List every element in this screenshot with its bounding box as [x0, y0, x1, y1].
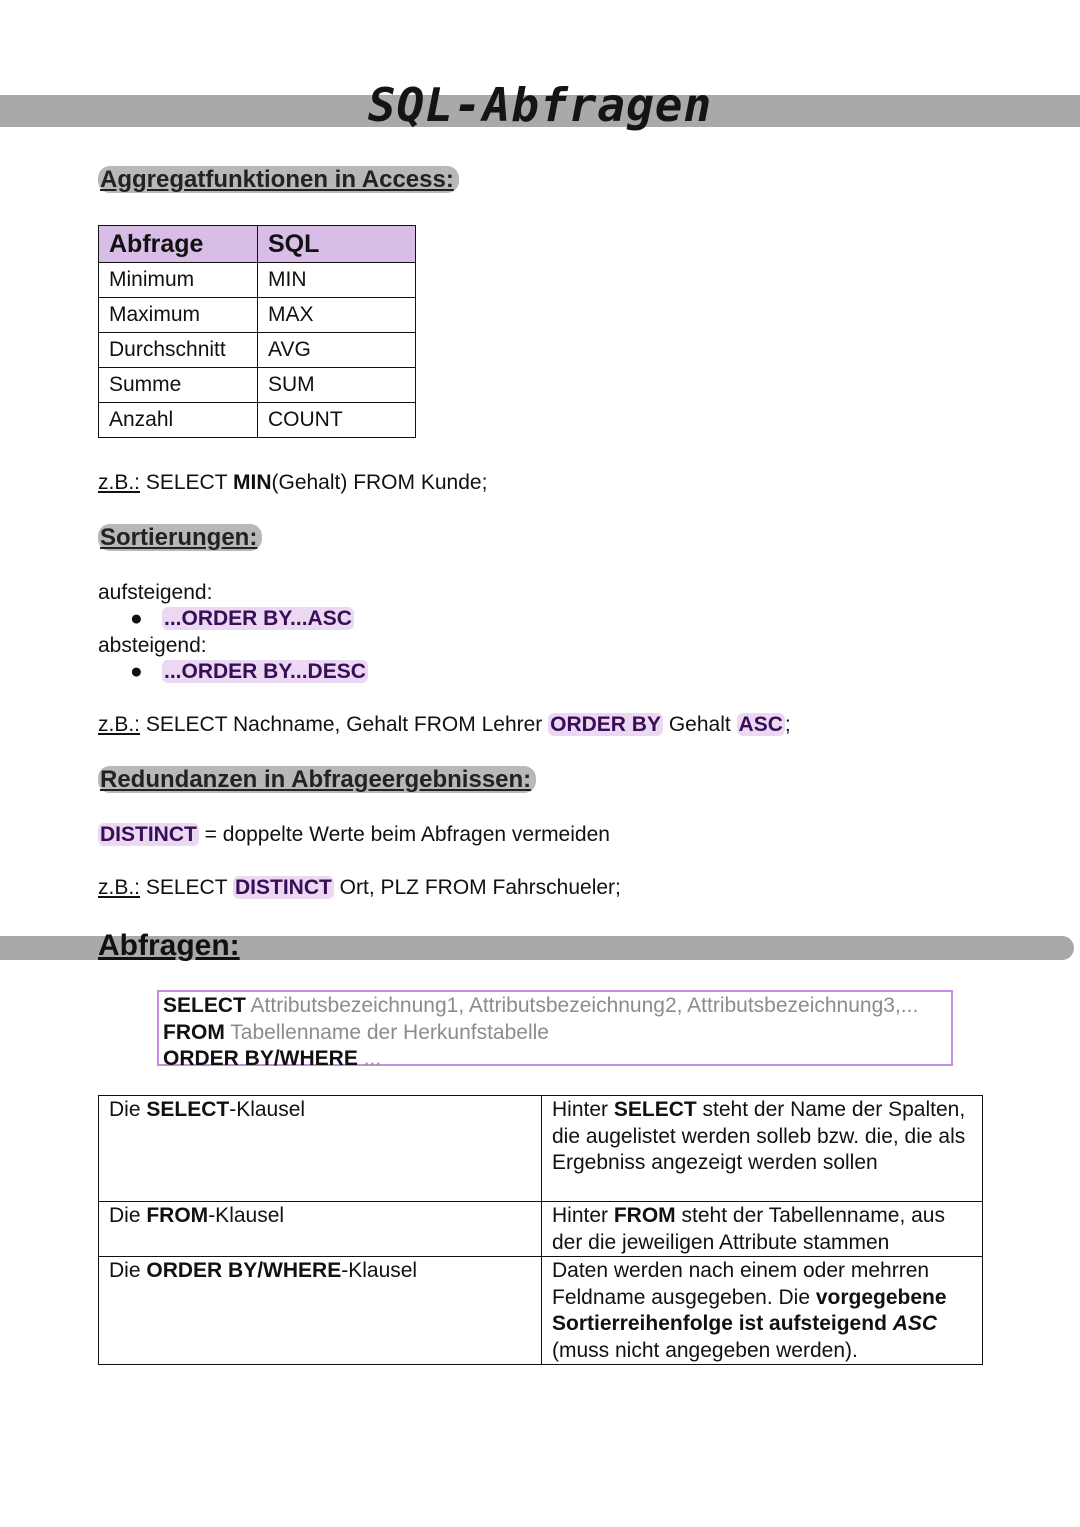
example-distinct: z.B.: SELECT DISTINCT Ort, PLZ FROM Fahrschueler;	[98, 876, 621, 899]
heading-aggregatfunktionen: Aggregatfunktionen in Access:	[98, 166, 459, 194]
header-sql: SQL	[258, 226, 416, 263]
cell-sql: MIN	[258, 263, 416, 298]
table-row	[99, 368, 416, 403]
cell-abfrage: Summe	[99, 368, 258, 403]
clause-description: Hinter SELECT steht der Name der Spalten, die augelistet werden solleb bzw. die, die als Ergebniss angezeigt werden sollen	[542, 1096, 983, 1202]
table-row	[99, 333, 416, 368]
bullet-icon: ●	[130, 660, 143, 683]
table-row	[99, 1096, 983, 1202]
label-aufsteigend: aufsteigend:	[98, 581, 213, 604]
example-sort: z.B.: SELECT Nachname, Gehalt FROM Lehrer ORDER BY Gehalt ASC;	[98, 713, 791, 736]
cell-sql: SUM	[258, 368, 416, 403]
cell-abfrage: Minimum	[99, 263, 258, 298]
label-absteigend: absteigend:	[98, 634, 207, 657]
syntax-line-order: ORDER BY/WHERE ...	[163, 1047, 382, 1070]
table-row	[99, 263, 416, 298]
aggregate-table	[98, 225, 416, 438]
bullet-icon: ●	[130, 607, 143, 630]
clause-name: Die ORDER BY/WHERE-Klausel	[99, 1257, 542, 1365]
header-abfrage: Abfrage	[99, 226, 258, 263]
heading-sortierungen: Sortierungen:	[98, 524, 262, 552]
table-row	[99, 1202, 983, 1257]
clause-table	[98, 1095, 983, 1365]
cell-sql: COUNT	[258, 403, 416, 438]
list-item-desc: ● ...ORDER BY...DESC	[130, 660, 366, 683]
syntax-box	[157, 990, 953, 1070]
clause-description: Hinter FROM steht der Tabellenname, aus der die jeweiligen Attribute stammen	[542, 1202, 983, 1257]
page-title: SQL-Abfragen	[367, 78, 713, 132]
table-row	[99, 298, 416, 333]
syntax-line-select: SELECT Attributsbezeichnung1, Attributsbezeichnung2, Attributsbezeichnung3,...	[163, 994, 919, 1017]
clause-name: Die SELECT-Klausel	[99, 1096, 542, 1202]
cell-abfrage: Durchschnitt	[99, 333, 258, 368]
heading-abfragen: Abfragen:	[98, 929, 240, 962]
example-aggregate: z.B.: SELECT MIN(Gehalt) FROM Kunde;	[98, 471, 488, 494]
list-item-asc: ● ...ORDER BY...ASC	[130, 607, 352, 630]
syntax-line-from: FROM Tabellenname der Herkunfstabelle	[163, 1020, 549, 1044]
clause-description: Daten werden nach einem oder mehrren Feldname ausgegeben. Die vorgegebene Sortierreihenfolge ist aufsteigend ASC (muss nicht angegeben werden).	[542, 1257, 983, 1365]
cell-sql: AVG	[258, 333, 416, 368]
heading-redundanzen: Redundanzen in Abfrageergebnissen:	[98, 766, 536, 794]
clause-name: Die FROM-Klausel	[99, 1202, 542, 1257]
table-row	[99, 403, 416, 438]
distinct-definition: DISTINCT = doppelte Werte beim Abfragen vermeiden	[100, 823, 610, 846]
aggregate-table-header	[99, 226, 416, 263]
cell-sql: MAX	[258, 298, 416, 333]
cell-abfrage: Anzahl	[99, 403, 258, 438]
cell-abfrage: Maximum	[99, 298, 258, 333]
table-row	[99, 1257, 983, 1365]
